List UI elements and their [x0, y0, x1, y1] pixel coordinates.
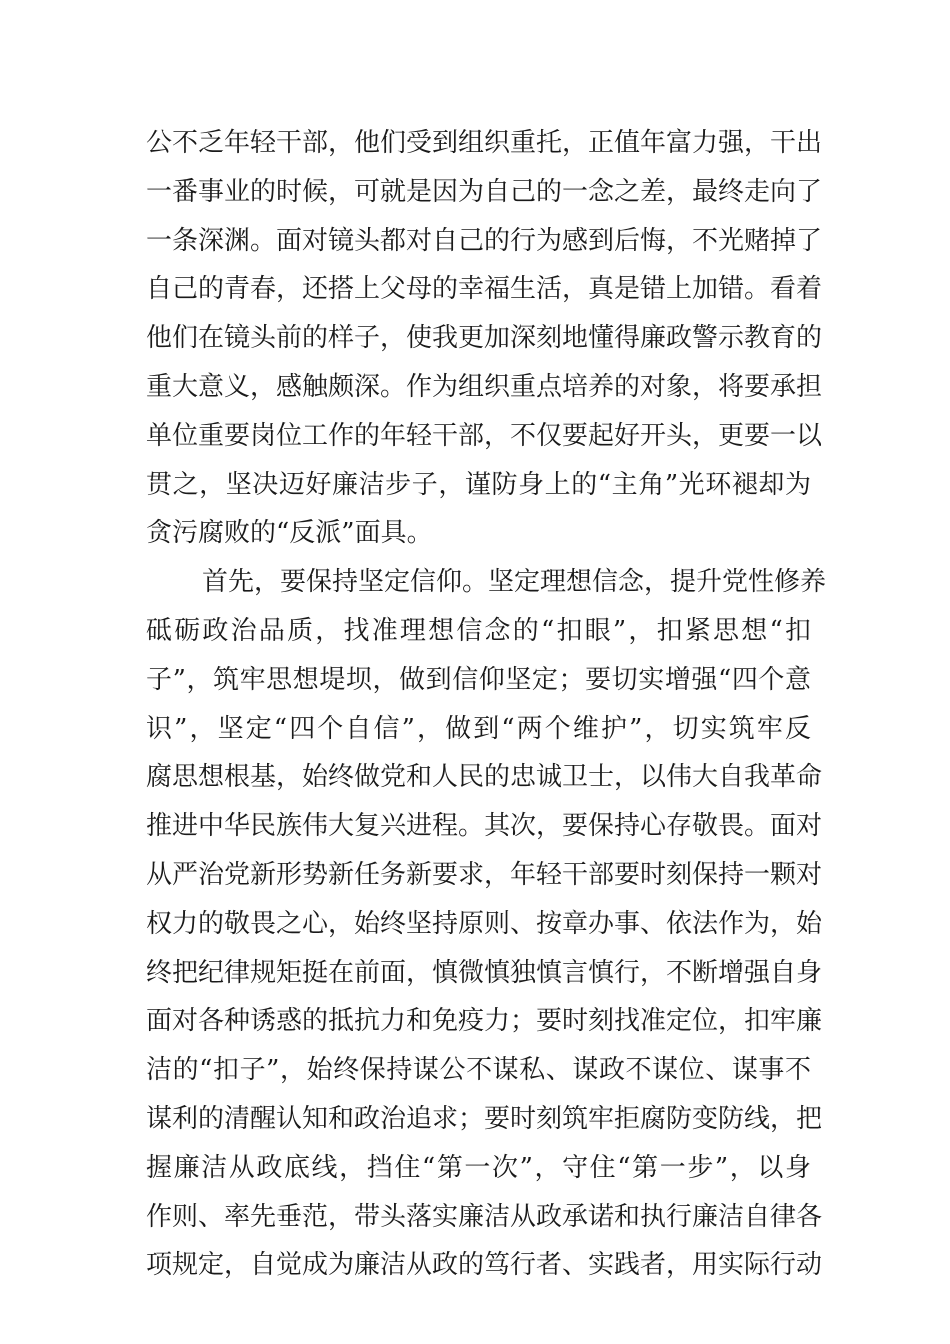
text-line: 子”，筑牢思想堤坝，做到信仰坚定；要切实增强“四个意 [146, 664, 811, 695]
text-line: 识”，坚定“四个自信”，做到“两个维护”，切实筑牢反 [146, 713, 811, 744]
text-line: 重大意义，感触颇深。作为组织重点培养的对象，将要承担 [146, 371, 823, 402]
text-line: 推进中华民族伟大复兴进程。其次，要保持心存敬畏。面对 [146, 811, 823, 842]
paragraph-end-line: 贪污腐败的“反派”面具。 [146, 518, 433, 549]
text-line: 贯之，坚决迈好廉洁步子，谨防身上的“主角”光环褪却为 [146, 469, 811, 500]
text-line: 砥砺政治品质，找准理想信念的“扣眼”，扣紧思想“扣 [146, 615, 811, 646]
text-line: 公不乏年轻干部，他们受到组织重托，正值年富力强，干出 [146, 128, 823, 158]
text-line: 作则、率先垂范，带头落实廉洁从政承诺和执行廉洁自律各 [146, 1201, 823, 1232]
text-line: 谋利的清醒认知和政治追求；要时刻筑牢拒腐防变防线，把 [146, 1103, 823, 1134]
text-line: 握廉洁从政底线，挡住“第一次”，守住“第一步”，以身 [146, 1152, 811, 1183]
text-line: 单位重要岗位工作的年轻干部，不仅要起好开头，更要一以 [146, 420, 823, 451]
body-text [146, 119, 827, 1290]
text-line: 面对各种诱惑的抵抗力和免疫力；要时刻找准定位，扣牢廉 [146, 1006, 823, 1037]
text-line: 从严治党新形势新任务新要求，年轻干部要时刻保持一颗对 [146, 859, 823, 890]
text-line: 洁的“扣子”，始终保持谋公不谋私、谋政不谋位、谋事不 [146, 1055, 811, 1086]
text-line: 他们在镜头前的样子，使我更加深刻地懂得廉政警示教育的 [146, 323, 823, 354]
text-line: 终把纪律规矩挺在前面，慎微慎独慎言慎行，不断增强自身 [146, 957, 823, 988]
text-line: 自己的青春，还搭上父母的幸福生活，真是错上加错。看着 [146, 274, 823, 305]
text-line: 腐思想根基，始终做党和人民的忠诚卫士，以伟大自我革命 [146, 762, 823, 793]
paragraph-start-line: 首先，要保持坚定信仰。坚定理想信念，提升党性修养 [202, 567, 827, 598]
text-line: 项规定，自觉成为廉洁从政的笃行者、实践者，用实际行动 [146, 1250, 823, 1281]
text-line: 一番事业的时候，可就是因为自己的一念之差，最终走向了 [146, 176, 823, 207]
text-line: 权力的敬畏之心，始终坚持原则、按章办事、依法作为，始 [146, 908, 823, 939]
text-line: 一条深渊。面对镜头都对自己的行为感到后悔，不光赌掉了 [146, 225, 823, 256]
